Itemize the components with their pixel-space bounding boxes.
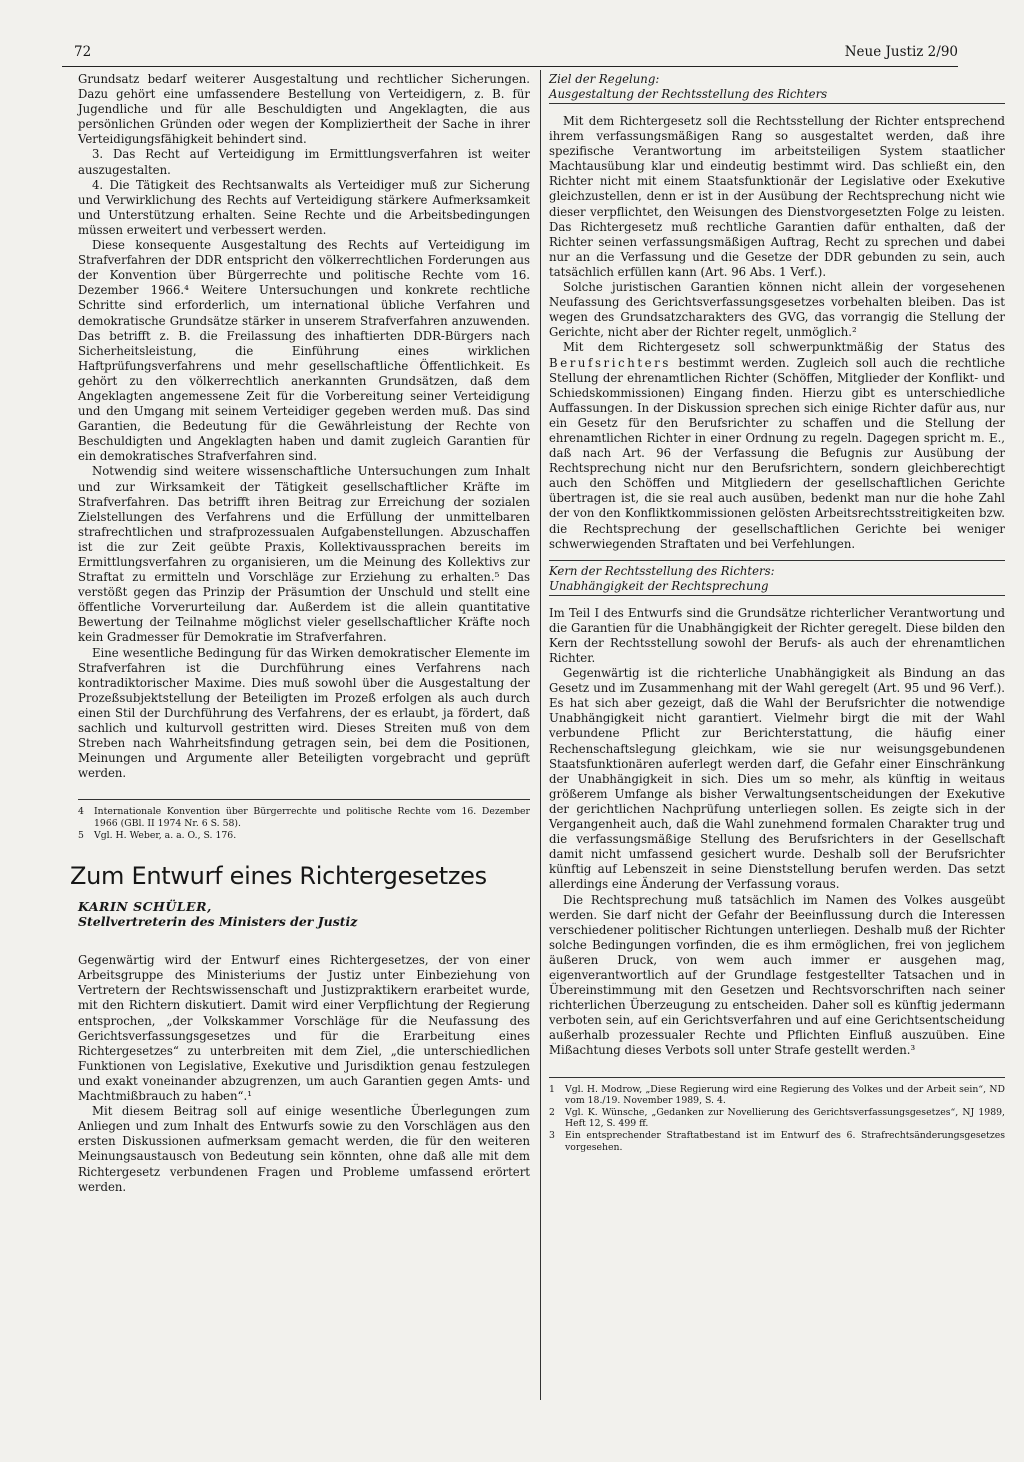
paragraph: Notwendig sind weitere wissenschaftliche Untersuchungen zum Inhalt und zur Wirksamkeit der Tätigkeit gesellschaftlicher Kräfte im Strafverfahren. Das betrifft ihren Beitrag zur Erreichung der sozialen Zielstellungen des Verfahrens und die Erfüllung der unmittelbaren strafrechtlichen und strafprozessualen Aufgabenstellungen. Abzuschaffen ist die zur Zeit geübte Praxis, Kollektivaussprachen bereits im Ermittlungsverfahren zu organisieren, um die Meinung des Kollektivs zur Straftat zu ermitteln und Vorschläge zur Erziehung zu erhalten.⁵ Das verstößt gegen das Prinzip der Präsumtion der Unschuld und stellt eine öffentliche Vorverurteilung dar. Außerdem ist die allein quantitative Bewertung der Teilnahme möglichst vieler gesellschaftlicher Kräfte noch kein Gradmesser für Demokratie im Strafverfahren. — [78, 464, 530, 645]
footnote-text: Internationale Konvention über Bürgerrechte und politische Rechte vom 16. Dezember 1966 (GBl. II 1974 Nr. 6 S. 58). — [94, 806, 530, 829]
section-heading — [549, 72, 1005, 104]
footnote-text: Ein entsprechender Straftatbestand ist im Entwurf des 6. Strafrechtsänderungsgesetzes vorgesehen. — [565, 1129, 1005, 1153]
paragraph: Die Rechtsprechung muß tatsächlich im Namen des Volkes ausgeübt werden. Sie darf nicht der Gefahr der Beeinflussung durch die Interessen verschiedener politischer Richtungen unterliegen. Deshalb muß der Richter solche Bedingungen vorfinden, die es ihm ermöglichen, frei von jeglichem äußeren Druck, von wem auch immer er ausgehen mag, eigenverantwortlich auf der Grundlage festgestellter Tatsachen und in Übereinstimmung mit den Gesetzen und Rechtsvorschriften nach seiner richterlichen Überzeugung zu entscheiden. Daher soll es künftig jedermann verboten sein, auf ein Gerichtsverfahren und auf eine Gerichtsentscheidung außerhalb prozessualer Rechte und Pflichten Einfluß auszuüben. Eine Mißachtung dieses Verbots soll unter Strafe gestellt werden.³ — [549, 892, 1005, 1058]
journal-name: Neue Justiz 2/90 — [844, 44, 958, 60]
article-body — [78, 953, 530, 1195]
paragraph: Mit diesem Beitrag soll auf einige wesentliche Überlegungen zum Anliegen und zum Inhalt des Entwurfs sowie zu den Vorschlägen aus den ersten Diskussionen aufmerksam gemacht werden, die für den weiteren Meinungsaustausch von Bedeutung sein könnten, ohne daß alle mit dem Richtergesetz verbundenen Fragen und Probleme umfassend erörtert werden. — [78, 1104, 530, 1194]
footnote-number: 4 — [78, 806, 84, 818]
text-run: Mit dem Richtergesetz soll schwerpunktmäßig der Status des — [563, 340, 1005, 355]
paragraph — [549, 340, 1005, 551]
left-text-block — [78, 72, 530, 781]
section-heading-line: Unabhängigkeit der Rechtsprechung — [549, 578, 769, 593]
section-heading-line: Ausgestaltung der Rechtsstellung des Richters — [549, 87, 828, 101]
author-role: Stellvertreterin des Ministers der Justiz — [78, 914, 358, 930]
paragraph: 4. Die Tätigkeit des Rechtsanwalts als Verteidiger muß zur Sicherung und Verwirklichung des Rechts auf Verteidigung stärkere Aufmerksamkeit und Unterstützung erhalten. Seine Rechte und die Arbeitsbedingungen müssen erweitert und verbessert werden. — [78, 177, 530, 237]
author-block — [78, 899, 530, 929]
footnote — [549, 1107, 1005, 1130]
right-column — [549, 72, 1005, 1153]
paragraph: 3. Das Recht auf Verteidigung im Ermittlungsverfahren ist weiter auszugestalten. — [78, 147, 530, 177]
left-column — [70, 72, 530, 1195]
paragraph: Gegenwärtig ist die richterliche Unabhängigkeit als Bindung an das Gesetz und im Zusammenhang mit der Wahl geregelt (Art. 95 und 96 Verf.). Es hat sich aber gezeigt, daß die Wahl der Berufsrichter die notwendige Unabhängigkeit nicht garantiert. Vielmehr birgt die mit der Wahl verbundene Pflicht zur Berichterstattung, die häufig einer Rechenschaftslegung gleichkam, wie sie nur weisungsgebundenen Staatsfunktionären auferlegt werden darf, die Gefahr einer Einschränkung der Unabhängigkeit in sich. Dies um so mehr, als künftig in weitaus größerem Umfange als bisher Verwaltungsentscheidungen der Exekutive der gerichtlichen Nachprüfung unterliegen sollen. Es zeigte sich in der Vergangenheit auch, daß die Wahl zunehmend formalen Charakter trug und die verfassungsmäßige Stellung des Berufsrichters in der Gesellschaft damit nicht umfassend gesichert wurde. Deshalb soll der Berufsrichter künftig auf Lebenszeit in seine Dienststellung berufen werden. Das setzt allerdings eine Änderung der Verfassung voraus. — [549, 666, 1005, 892]
paragraph: Mit dem Richtergesetz soll die Rechtsstellung der Richter entsprechend ihrem verfassungsmäßigen Rang so ausgestaltet werden, daß ihre spezifische Verantwortung im arbeitsteiligen System staatlicher Machtausübung klar und eindeutig bestimmt wird. Das schließt ein, den Richter nicht mit einem Staatsfunktionär der Legislative oder Exekutive gleichzustellen, denn er ist in der Ausübung der Rechtsprechung nicht wie dieser verpflichtet, den Weisungen des Dienstvorgesetzten Folge zu leisten. Das Richtergesetz muß rechtliche Garantien dafür enthalten, daß der Richter seinen verfassungsmäßigen Auftrag, Recht zu sprechen und dabei nur an die Verfassung und die Gesetze der DDR gebunden zu sein, auch tatsächlich erfüllen kann (Art. 96 Abs. 1 Verf.). — [549, 114, 1005, 279]
author-name: KARIN SCHÜLER, — [78, 899, 212, 915]
footnote — [78, 830, 530, 842]
section-heading — [549, 560, 1005, 596]
column-divider — [540, 70, 541, 1400]
footnote-text: Vgl. H. Modrow, „Diese Regierung wird eine Regierung des Volkes und der Arbeit sein“, ND vom 18./19. November 1989, S. 4. — [565, 1083, 1005, 1107]
paragraph: Gegenwärtig wird der Entwurf eines Richtergesetzes, der von einer Arbeitsgruppe des Ministeriums der Justiz unter Einbeziehung von Vertretern der Rechtswissenschaft und Justizpraktikern erarbeitet wurde, mit den Richtern diskutiert. Damit wird einer Verpflichtung der Regierung entsprochen, „der Volkskammer Vorschläge für die Neufassung des Gerichtsverfassungsgesetzes und für die Erarbeitung eines Richtergesetzes“ zu unterbreiten mit dem Ziel, „die unterschiedlichen Funktionen von Legislative, Exekutive und Jurisdiktion genau festzulegen und exakt voneinander abzugrenzen, um auch Garantien gegen Amts- und Machtmißbrauch zu haben“.¹ — [78, 953, 530, 1104]
footnote — [549, 1130, 1005, 1153]
page-header — [62, 44, 958, 67]
section-heading-line: Ziel der Regelung: — [549, 72, 660, 86]
paragraph: Solche juristischen Garantien können nicht allein der vorgesehenen Neufassung des Gerichtsverfassungsgesetzes vorbehalten bleiben. Das ist wegen des Grundsatzcharakters des GVG, das vorrangig die Stellung der Gerichte, nicht aber der Richter regelt, unmöglich.² — [549, 280, 1005, 340]
emphasized-term: Berufsrichters — [549, 355, 671, 370]
section-heading-line: Kern der Rechtsstellung des Richters: — [549, 563, 775, 578]
footnote-number: 3 — [549, 1129, 555, 1141]
footnote-text: Vgl. H. Weber, a. a. O., S. 176. — [94, 829, 237, 841]
footnote-rule — [549, 1077, 1005, 1078]
text-run: bestimmt werden. Zugleich soll auch die rechtliche Stellung der ehrenamtlichen Richter (Schöffen, Mitglieder der Konflikt- und Schiedskommissionen) Eingang finden. Hierzu gibt es unterschiedliche Auffassungen. In der Diskussion sprechen sich einige Richter dafür aus, nur ein Gesetz für den Berufsrichter zu schaffen und die Stellung der ehrenamtlichen Richter in einer Ordnung zu regeln. Dagegen spricht m. E., daß nach Art. 96 der Verfassung die Befugnis zur Ausübung der Rechtsprechung nicht nur den Berufsrichtern, sondern gleichberechtigt auch den Schöffen und Mitgliedern der gesellschaftlichen Gerichte übertragen ist, die sie real auch ausüben, bedenkt man nur die hohe Zahl der von den Konfliktkommissionen gelösten Arbeitsrechtsstreitigkeiten bzw. die Rechtsprechung der gesellschaftlichen Gerichte bei weniger schwerwiegenden Straftaten und bei Verfehlungen. — [549, 355, 1005, 551]
article-title: Zum Entwurf eines Richtergesetzes — [70, 862, 487, 891]
paragraph: Eine wesentliche Bedingung für das Wirken demokratischer Elemente im Strafverfahren ist die Durchführung eines Verfahrens nach kontradiktorischer Maxime. Dies muß sowohl über die Ausgestaltung der Prozeßsubjektstellung der Beteiligten im Prozeß erfolgen als auch durch einen Stil der Durchführung des Verfahrens, der es erlaubt, ja fördert, daß sachlich und kulturvoll gestritten wird. Dieses Streiten muß von dem Streben nach Wahrheitsfindung getragen sein, bei dem die Positionen, Meinungen und Argumente aller Beteiligten vorgebracht und geprüft werden. — [78, 645, 530, 781]
footnote — [549, 1084, 1005, 1107]
footnote-text: Vgl. K. Wünsche, „Gedanken zur Novellierung des Gerichtsverfassungsgesetzes“, NJ 1989, Heft 12, S. 499 ff. — [565, 1106, 1005, 1130]
footnote-number: 5 — [78, 829, 84, 841]
footnote-number: 2 — [549, 1106, 555, 1118]
paragraph: Grundsatz bedarf weiterer Ausgestaltung und rechtlicher Sicherungen. Dazu gehört eine umfassendere Bestellung von Verteidigern, z. B. für Jugendliche und für alle Beschuldigten und Angeklagten, die aus persönlichen Gründen oder wegen der Kompliziertheit der Sache in ihrer Verteidigungsfähigkeit behindert sind. — [78, 72, 530, 147]
paragraph: Im Teil I des Entwurfs sind die Grundsätze richterlicher Verantwortung und die Garantien für die Unabhängigkeit der Richter geregelt. Diese bilden den Kern der Rechtsstellung sowohl der Berufs- als auch der ehrenamtlichen Richter. — [549, 605, 1005, 665]
paragraph: Diese konsequente Ausgestaltung des Rechts auf Verteidigung im Strafverfahren der DDR entspricht den völkerrechtlichen Forderungen aus der Konvention über Bürgerrechte und politische Rechte vom 16. Dezember 1966.⁴ Weitere Untersuchungen und konkrete rechtliche Schritte sind erforderlich, um international übliche Verfahren und demokratische Grundsätze stärker in unserem Strafverfahren anzuwenden. Das betrifft z. B. die Freilassung des inhaftierten DDR-Bürgers nach Sicherheitsleistung, die Einführung eines wirklichen Haftprüfungsverfahrens und mehr gesellschaftliche Öffentlichkeit. Es gehört zu den völkerrechtlich anerkannten Grundsätzen, daß dem Angeklagten angemessene Zeit für die Vorbereitung seiner Verteidigung und den Umgang mit seinem Verteidiger gegeben werden muß. Das sind Garantien, die Bedeutung für die Gewährleistung der Rechte von Beschuldigten und Angeklagten haben und damit zugleich Garantien für ein demokratisches Strafverfahren sind. — [78, 238, 530, 464]
page-number: 72 — [74, 44, 92, 60]
left-footnotes — [78, 806, 530, 841]
footnote — [78, 806, 530, 829]
footnote-rule — [78, 799, 530, 800]
footnote-number: 1 — [549, 1083, 555, 1095]
right-footnotes — [549, 1084, 1005, 1154]
